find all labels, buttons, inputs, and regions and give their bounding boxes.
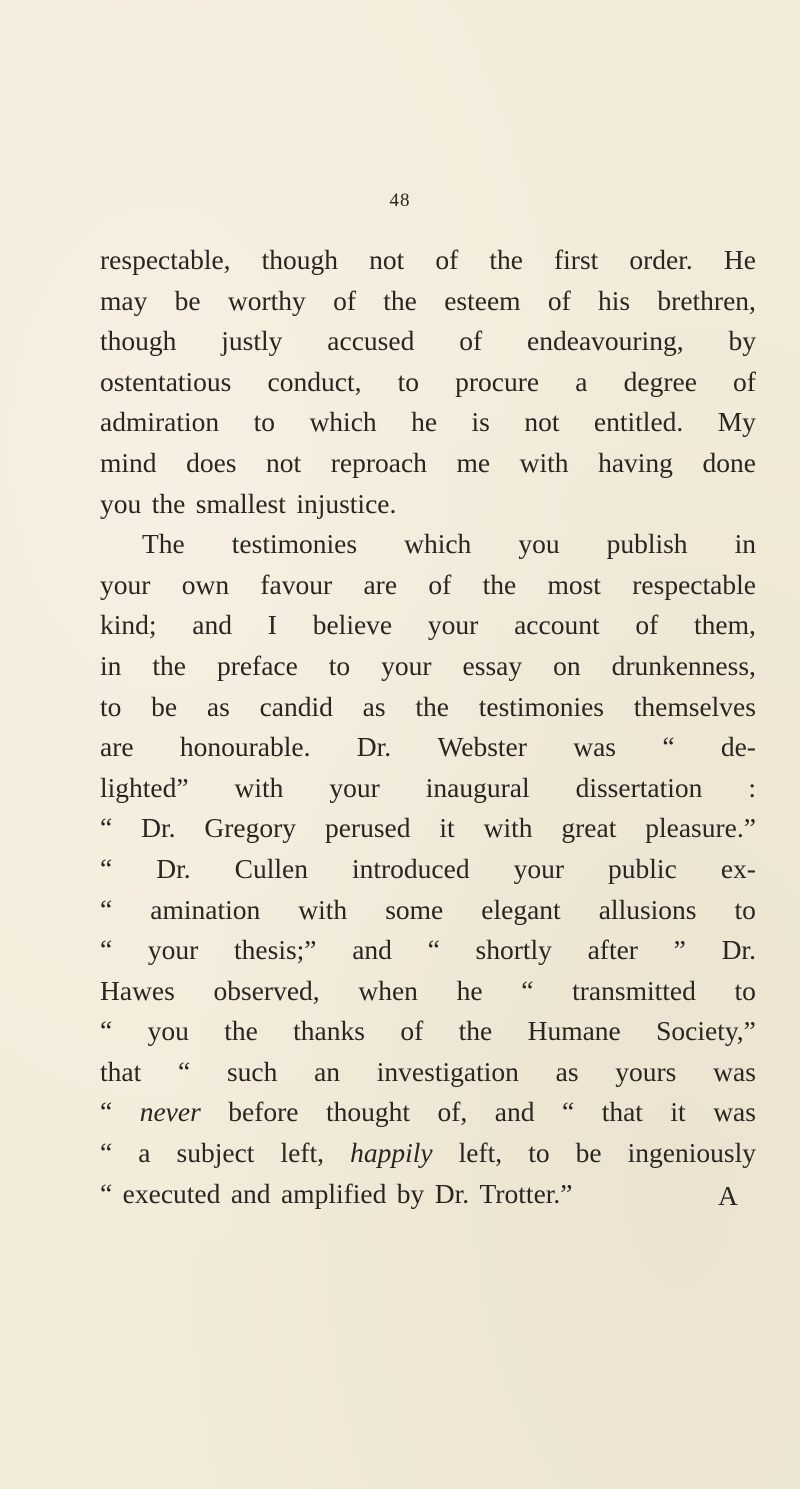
word: his [598,284,631,316]
word: not [369,244,405,275]
word: admiration [100,406,220,438]
word: favour [260,568,333,600]
text-line [100,1133,756,1174]
word: own [181,568,230,600]
text-line [100,362,756,403]
word: and [192,609,233,641]
word: was [713,1096,756,1128]
word: ex- [720,852,756,884]
word: Dr. [141,812,176,844]
word: your [513,852,565,884]
text-line [100,971,756,1012]
word: order. [629,244,693,275]
word: to [528,1137,550,1169]
word: I [267,609,277,641]
text-line [100,768,756,809]
word: publish [606,528,688,560]
text-line [100,1052,756,1093]
word: thesis;” [234,934,317,966]
word: investigation [376,1055,519,1087]
word: is [471,406,490,438]
word: be [575,1137,602,1169]
text-line [100,1092,756,1133]
word: Society,” [656,1015,756,1047]
word: reproach [330,446,427,478]
word: when [358,974,418,1006]
word: having [598,446,673,478]
word: and [494,1096,535,1128]
word: may [100,284,148,316]
text-line [100,281,756,322]
word: “ [662,731,675,763]
word: Gregory [204,812,297,844]
word: not [524,406,560,438]
word: transmitted [572,974,696,1006]
word: “ [521,974,534,1006]
word: such [226,1055,278,1087]
word: not [266,446,302,478]
word: He [723,244,756,275]
word: it [670,1096,686,1128]
word: with [298,893,348,925]
word: with [234,771,284,803]
word: does [186,446,237,478]
word: are [363,568,398,600]
word: to [253,406,275,438]
word: to [734,974,756,1006]
word: pleasure.” [645,812,756,844]
word: “ [427,934,440,966]
text-line [100,1174,756,1215]
word: the [224,1015,258,1047]
word: left, [458,1137,503,1169]
word: shortly [475,934,552,966]
word: the [458,1015,493,1047]
word: lighted” [100,771,189,803]
word: the [383,284,417,316]
word: Dr. [356,731,392,763]
word: account [514,609,600,641]
word: ingeniously [627,1137,756,1169]
word: Humane [527,1015,621,1047]
word: : [748,771,756,803]
word: mind [100,446,157,478]
word: to [328,649,351,681]
word: in [734,528,756,560]
word: as [206,690,230,722]
text-line [100,321,756,362]
word: though [100,325,177,357]
word: honourable. [179,731,311,763]
word: he [456,974,483,1006]
text-line [100,1011,756,1052]
word: drunkenness, [611,649,756,681]
word: great [561,812,617,844]
word: on [553,649,581,681]
word: smallest [195,487,286,519]
word: Hawes [100,974,175,1006]
word: procure [455,365,540,397]
word: “ [561,1096,575,1128]
word: essay [462,649,523,681]
word: and [230,1177,271,1209]
word: done [702,446,756,478]
word: though [261,244,339,275]
word: thought [325,1096,411,1128]
word: thanks [293,1015,365,1047]
word: of [547,284,571,316]
word: as [362,690,386,722]
word: “ [177,1055,191,1087]
word: allusions [598,893,697,925]
word: Cullen [234,852,308,884]
word: with [483,812,533,844]
word: “ [100,1096,113,1128]
word: left, [280,1137,325,1169]
word: was [713,1055,756,1087]
word: perused [324,812,411,844]
word: some [385,893,444,925]
word: degree [623,365,697,397]
word: a [575,365,588,397]
word: accused [327,325,415,357]
word: it [439,812,455,844]
word: that [601,1096,643,1128]
word: esteem [444,284,521,316]
word: My [717,406,756,438]
word: dissertation [575,771,703,803]
word: to [734,893,756,925]
word: amplified [280,1177,387,1209]
word: ” [673,934,686,966]
word: respectable [632,568,756,600]
text-line [100,849,756,890]
word: happily [350,1137,433,1169]
word: never [139,1096,201,1128]
text-line [100,402,756,443]
word: entitled. [593,406,684,438]
word: brethren, [657,284,756,316]
word: Dr. [721,934,756,966]
word: “ [100,852,113,884]
word: a [138,1137,151,1169]
word: the [151,487,186,519]
word: worthy [227,284,306,316]
word: before [228,1096,299,1128]
word: introduced [351,852,470,884]
word: be [174,284,201,316]
word: amination [150,893,261,925]
word: was [573,731,616,763]
word: “ [100,893,113,925]
word: Trotter.” [479,1177,573,1209]
text-line [100,890,756,931]
word: in [100,649,122,681]
word: The [142,528,185,560]
word: which [404,528,472,560]
word: the [415,690,449,722]
word: injustice. [296,487,397,519]
word: your [427,609,479,641]
word: testimonies [478,690,604,722]
word: most [547,568,601,600]
word: observed, [213,974,320,1006]
word: are [100,731,134,763]
word: themselves [633,690,756,722]
word: of [733,365,756,397]
word: ostentatious [100,365,232,397]
catchword: A [718,1180,738,1211]
text-line [100,687,756,728]
word: as [555,1055,579,1087]
word: testimonies [231,528,358,560]
text-line [100,605,756,646]
body-text [100,240,756,1214]
word: your [100,568,151,600]
word: of [435,244,459,275]
word: of [428,568,452,600]
text-line [100,484,756,525]
word: you [147,1015,189,1047]
text-line [100,443,756,484]
word: the [482,568,517,600]
word: public [608,852,677,884]
word: Dr. [156,852,191,884]
word: candid [259,690,333,722]
word: kind; [100,609,157,641]
word: believe [312,609,393,641]
word: conduct, [267,365,362,397]
text-line [100,930,756,971]
word: your [329,771,380,803]
word: yours [615,1055,677,1087]
word: “ [100,812,113,844]
word: the [489,244,523,275]
word: justly [221,325,283,357]
word: your [147,934,199,966]
word: you [518,528,560,560]
word: with [519,446,569,478]
word: you [100,487,142,519]
text-line [100,808,756,849]
word: subject [176,1137,255,1169]
text-line [100,727,756,768]
word: of [400,1015,424,1047]
word: your [381,649,432,681]
word: of, [437,1096,468,1128]
word: the [152,649,186,681]
word: after [587,934,638,966]
word: “ [100,934,113,966]
word: me [456,446,491,478]
text-line [100,240,756,281]
word: and [352,934,392,966]
word: de- [720,731,756,763]
word: “ [100,1177,113,1209]
word: first [554,244,599,275]
word: an [314,1055,341,1087]
text-line [100,565,756,606]
word: he [411,406,438,438]
word: them, [694,609,756,641]
word: of [635,609,659,641]
word: Webster [437,731,527,763]
word: Dr. [434,1177,470,1209]
word: by [396,1177,425,1209]
word: which [309,406,377,438]
word: that [100,1055,142,1087]
text-line [100,524,756,565]
page-number: 48 [389,190,411,211]
word: of [459,325,483,357]
word: be [151,690,178,722]
word: to [397,365,419,397]
word: by [728,325,756,357]
text-line [100,646,756,687]
word: endeavouring, [527,325,684,357]
word: “ [100,1137,113,1169]
word: of [333,284,357,316]
word: inaugural [425,771,530,803]
word: elegant [481,893,561,925]
word: respectable, [100,244,231,275]
word: executed [122,1177,221,1209]
word: preface [216,649,298,681]
word: to [100,690,122,722]
word: “ [100,1015,113,1047]
